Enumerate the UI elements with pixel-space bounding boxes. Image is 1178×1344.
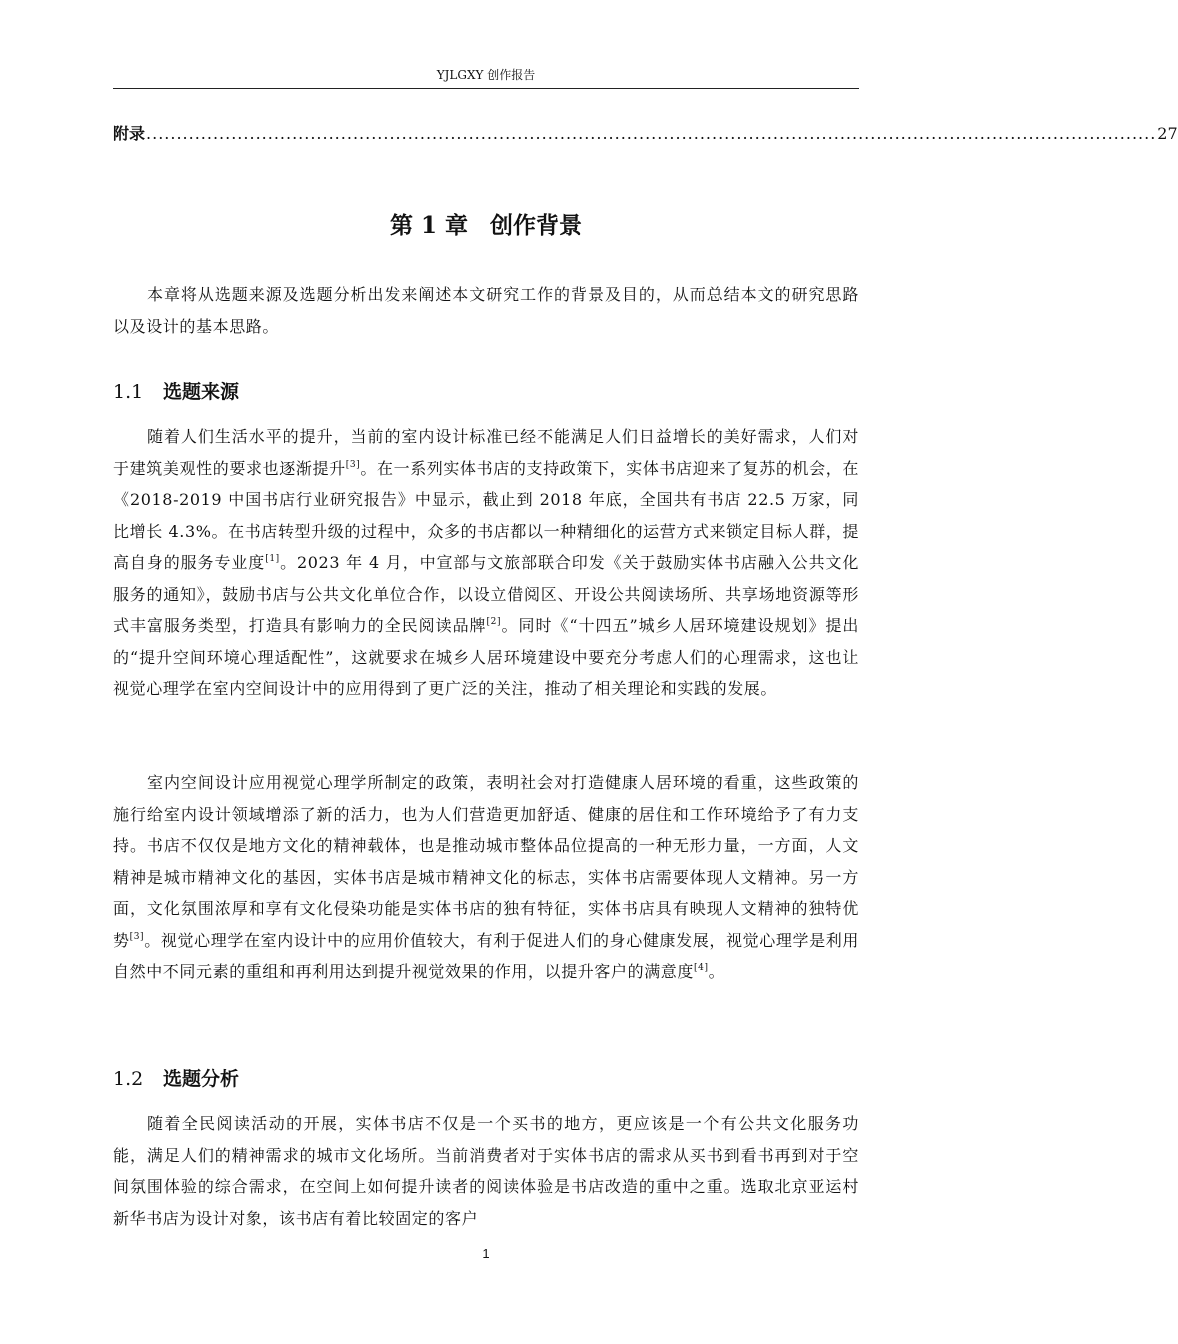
section-number: 1.2 xyxy=(113,1068,144,1090)
toc-entry-appendix[interactable] xyxy=(113,119,1178,149)
chapter-title xyxy=(113,208,859,244)
toc-page-number: 27 xyxy=(1157,124,1178,143)
section-heading-1-2 xyxy=(113,1064,239,1094)
section-1-1-paragraph-2 xyxy=(113,767,859,988)
text-run: 。 xyxy=(708,962,726,981)
section-title: 选题分析 xyxy=(163,1068,240,1090)
section-title: 选题来源 xyxy=(163,381,240,403)
page-number: 1 xyxy=(482,1246,490,1261)
section-heading-1-1 xyxy=(113,377,239,407)
toc-label: 附录 xyxy=(113,124,146,143)
text-run: 室内空间设计应用视觉心理学所制定的政策，表明社会对打造健康人居环境的看重，这些政策的施行给室内设计领域增添了新的活力，也为人们营造更加舒适、健康的居住和工作环境给予了有力支持。书店不仅仅是地方文化的精神载体，也是推动城市整体品位提高的一种无形力量，一方面，人文精神是城市精神文化的基因，实体书店是城市精神文化的标志，实体书店需要体现人文精神。另一方面，文化氛围浓厚和享有文化侵染功能是实体书店的独有特征，实体书店具有映现人文精神的独特优势 xyxy=(113,773,859,950)
citation[interactable]: [4] xyxy=(694,963,709,973)
citation[interactable]: [1] xyxy=(265,554,280,564)
citation[interactable]: [2] xyxy=(486,617,502,627)
text-run: 随着人们生活水平的提升，当前的室内设计标准已经不能满足人们日益增长的美好需求，人们对于建筑美观性的要求也逐渐提升 xyxy=(113,427,859,478)
chapter-name: 创作背景 xyxy=(490,212,583,239)
text-run: 。视觉心理学在室内设计中的应用价值较大，有利于促进人们的身心健康发展，视觉心理学是利用自然中不同元素的重组和再利用达到提升视觉效果的作用，以提升客户的满意度 xyxy=(113,930,859,981)
text-run: 。2023 年 4 月，中宣部与文旅部联合印发《关于鼓励实体书店融入公共文化服务的通知》，鼓励书店与公共文化单位合作，以设立借阅区、开设公共阅读场所、共享场地资源等形式丰富服务类型，打造具有影响力的全民阅读品牌 xyxy=(113,553,859,635)
citation[interactable]: [3] xyxy=(129,931,145,942)
text-run: 。在一系列实体书店的支持政策下，实体书店迎来了复苏的机会，在《2018-2019 中国书店行业研究报告》中显示，截止到 2018 年底，全国共有书店 22.5 万家，同比增长 4.3%。在书店转型升级的过程中，众多的书店都以一种精细化的运营方式来锁定目标人群，提高自身的服务专业度 xyxy=(113,458,859,572)
header-text: YJLGXY 创作报告 xyxy=(436,68,536,82)
section-1-2-paragraph-1: 随着全民阅读活动的开展，实体书店不仅是一个买书的地方，更应该是一个有公共文化服务功能，满足人们的精神需求的城市文化场所。当前消费者对于实体书店的需求从买书到看书再到对于空间氛围体验的综合需求，在空间上如何提升读者的阅读体验是书店改造的重中之重。选取北京亚运村新华书店为设计对象，该书店有着比较固定的客户 xyxy=(113,1114,859,1228)
citation[interactable]: [3] xyxy=(345,459,361,470)
chapter-number: 第 1 章 xyxy=(389,212,469,239)
page-header xyxy=(113,62,859,89)
section-1-1-paragraph-1 xyxy=(113,421,859,705)
toc-leader-dots: ...................................................................................................................................................................... xyxy=(146,124,1157,143)
section-number: 1.1 xyxy=(113,381,144,403)
text-run: 。同时《“十四五”城乡人居环境建设规划》提出的“提升空间环境心理适配性”，这就要求在城乡人居环境建设中要充分考虑人们的心理需求，这也让视觉心理学在室内空间设计中的应用得到了更广泛的关注，推动了相关理论和实践的发展。 xyxy=(113,616,860,698)
chapter-intro-paragraph: 本章将从选题来源及选题分析出发来阐述本文研究工作的背景及目的，从而总结本文的研究思路以及设计的基本思路。 xyxy=(113,285,859,336)
